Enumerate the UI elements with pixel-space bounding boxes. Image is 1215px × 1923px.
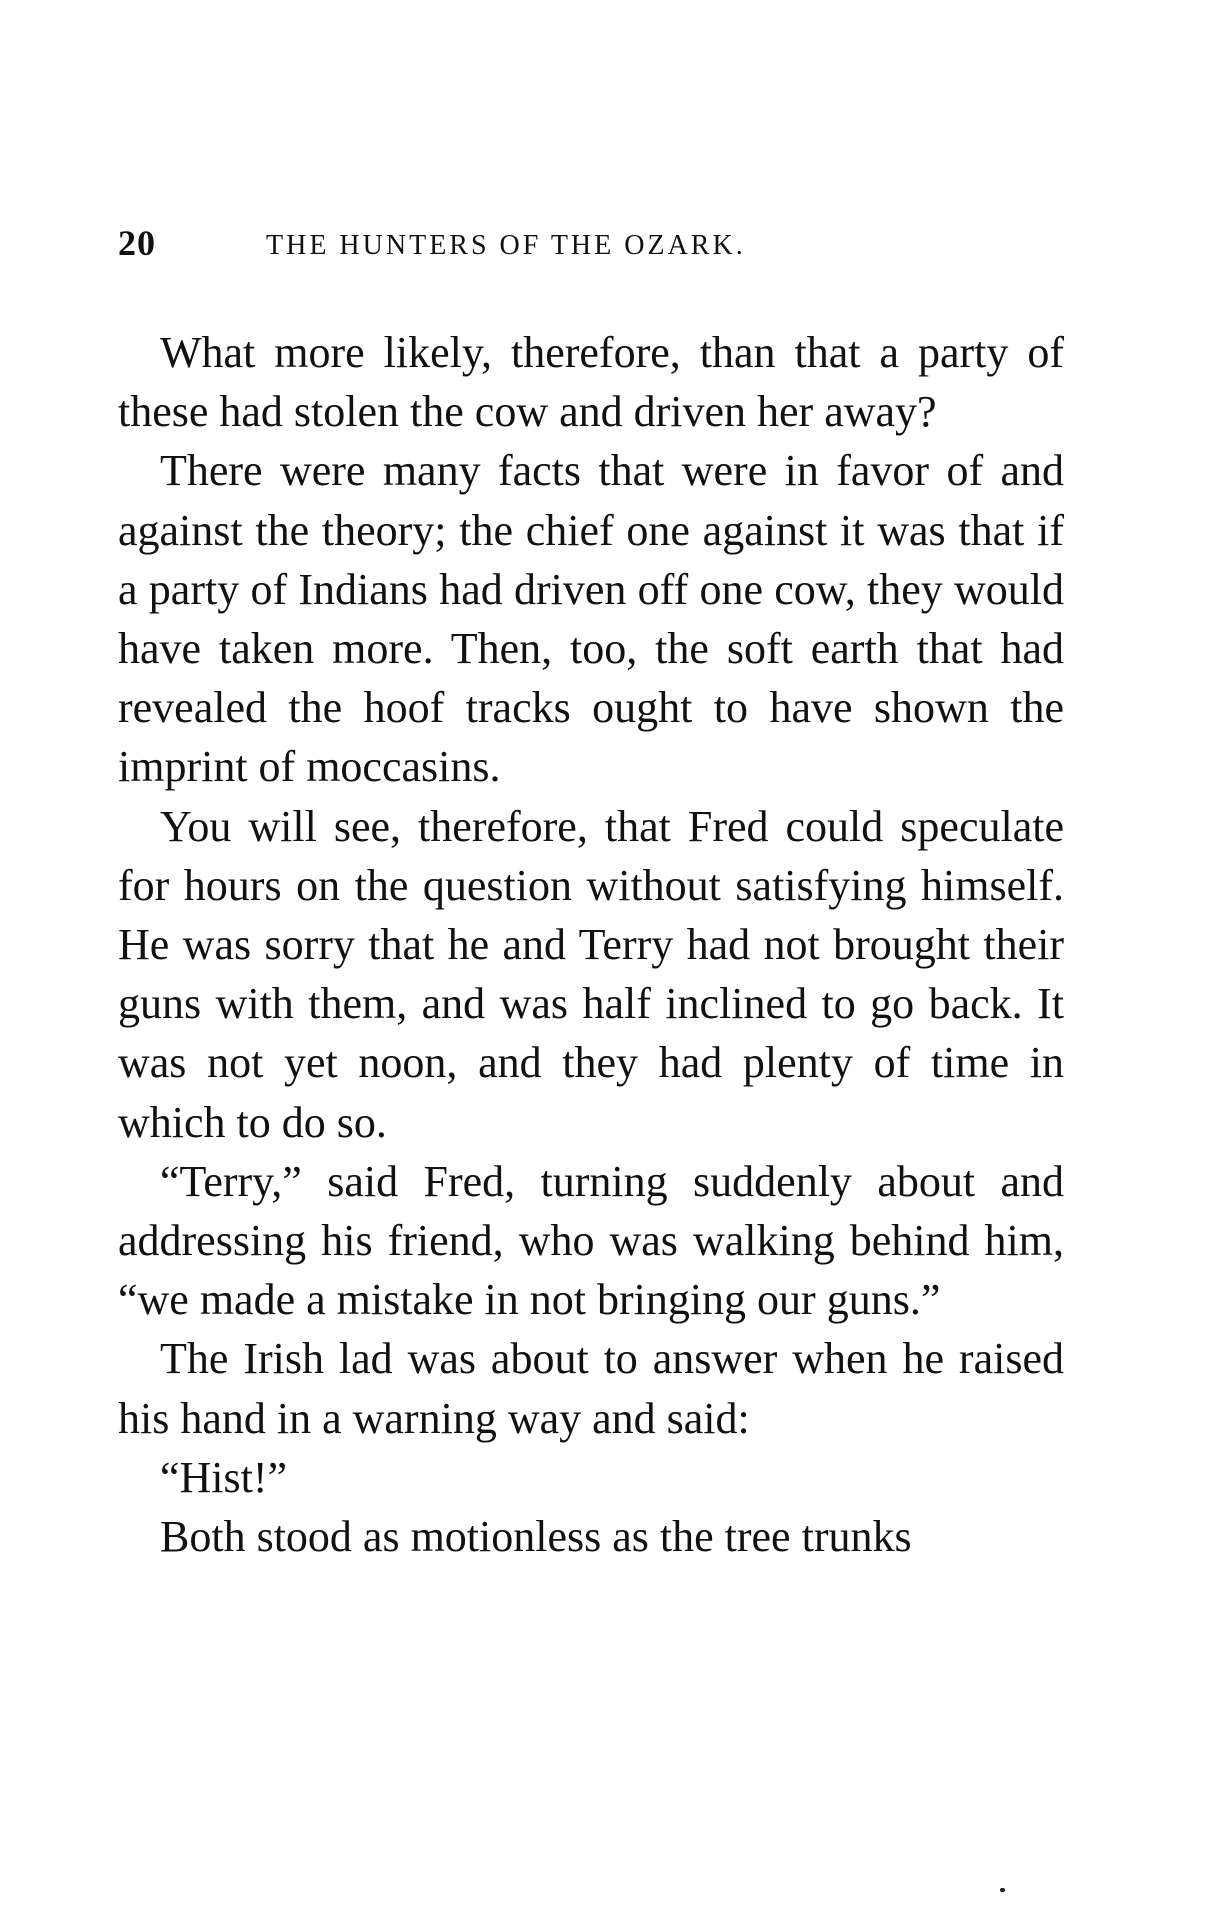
- paragraph: Both stood as motionless as the tree trunks: [160, 1512, 912, 1562]
- paragraph: There were many facts that were in favor of and against the theory; the chief one against it was that if a party of Indians had driven off one cow, they would have taken more. Then, too, the soft earth that had revealed the hoof tracks ought to have shown the imprint of moccasins.: [118, 446, 1064, 792]
- ink-speck: [1000, 1888, 1005, 1892]
- paragraph: You will see, therefore, that Fred could speculate for hours on the question without satisfying himself. He was sorry that he and Terry had not brought their guns with them, and was half inclined to go back. It was not yet noon, and they had plenty of time in which to do so.: [118, 801, 1064, 1147]
- body-text: [118, 323, 1064, 1566]
- paragraph: The Irish lad was about to answer when he raised his hand in a warning way and said:: [118, 1334, 1064, 1443]
- running-head: [118, 222, 1078, 272]
- paragraph: “Terry,” said Fred, turning suddenly about and addressing his friend, who was walking behind him, “we made a mistake in not bringing our guns.”: [118, 1156, 1064, 1325]
- paragraph: What more likely, therefore, than that a party of these had stolen the cow and driven her away?: [118, 328, 1064, 437]
- page-number: 20: [118, 223, 156, 263]
- running-title: THE HUNTERS OF THE OZARK.: [266, 230, 746, 261]
- paragraph: “Hist!”: [160, 1452, 288, 1502]
